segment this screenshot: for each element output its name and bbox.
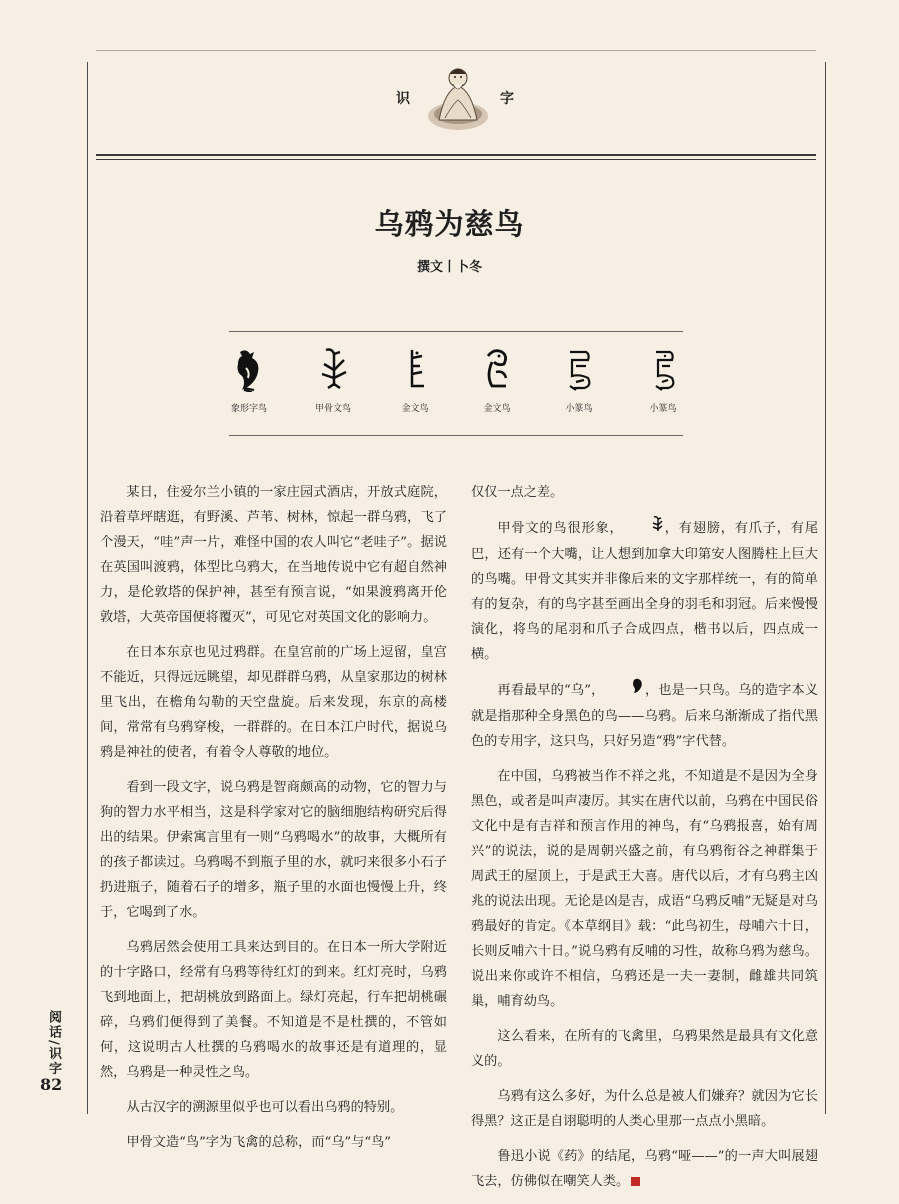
glyph-caption: 小篆鸟 xyxy=(565,404,593,414)
paragraph: 从古汉字的溯源里似乎也可以看出乌鸦的特别。 xyxy=(126,1100,404,1115)
glyph-caption: 甲骨文鸟 xyxy=(314,404,351,414)
paragraph: 甲骨文造“鸟”字为飞禽的总称，而“乌”与“鸟” xyxy=(126,1135,392,1150)
glyph-caption: 象形字鸟 xyxy=(230,404,267,414)
header-double-rule-top xyxy=(96,154,816,156)
glyph-band-bottom-rule xyxy=(229,435,683,436)
seal-bird-icon xyxy=(646,346,680,392)
paragraph: 乌鸦有这么多好，为什么总是被人们嫌弃？就因为它长得黑？这正是自诩聪明的人类心里那一点点小黑暗。 xyxy=(471,1089,818,1129)
glyph-oracle-bone-bird xyxy=(298,346,368,414)
paragraph-text: 甲骨文的鸟很形象， xyxy=(497,521,624,536)
paragraph: 在中国，乌鸦被当作不祥之兆，不知道是不是因为全身黑色，或者是叫声凄厉。其实在唐代以前，乌鸦在中国民俗文化中是有吉祥和预言作用的神鸟，有“乌鸦报喜，始有周兴”的说法，说的是周朝兴盛之前，有乌鸦衔谷之神群集于周武王的屋顶上，于是武王大喜。唐代以后，才有乌鸦主凶兆的说法出现。无论是凶是吉，成语“乌鸦反哺”无疑是对乌鸦最好的肯定。《本草纲目》载：“此鸟初生，母哺六十日，长则反哺六十日。”说乌鸦有反哺的习性，故称乌鸦为慈鸟。说出来你或许不相信，乌鸦还是一夫一妻制，雌雄共同筑巢，哺育幼鸟。 xyxy=(471,769,818,1009)
paragraph: 某日，住爱尔兰小镇的一家庄园式酒店，开放式庭院，沿着草坪瞎逛，有野溪、芦苇、树林，惊起一群乌鸦，飞了个漫天，“哇”声一片，难怪中国的农人叫它“老哇子”。据说在英国叫渡鸦，体型比乌鸦大，在当地传说中它有超自然神力，是伦敦塔的保护神，甚至有预言说，“如果渡鸦离开伦敦塔，大英帝国便将覆灭”，可见它对英国文化的影响力。 xyxy=(100,485,447,625)
article-byline: 撰文丨卜冬 xyxy=(416,260,482,275)
glyph-caption: 金文鸟 xyxy=(483,404,511,414)
end-mark-icon xyxy=(631,1177,640,1186)
glyph-caption: 小篆鸟 xyxy=(649,404,677,414)
header-left-char: 识 xyxy=(396,91,410,107)
paragraph xyxy=(471,515,818,667)
glyph-bronze-bird-b xyxy=(462,346,532,414)
glyph-pictograph-bird xyxy=(214,346,284,414)
paragraph xyxy=(471,677,818,754)
glyph-band-top-rule xyxy=(229,331,683,332)
header-double-rule-bottom xyxy=(96,159,816,160)
glyph-caption: 金文鸟 xyxy=(401,404,429,414)
paragraph: 这么看来，在所有的飞禽里，乌鸦果然是最具有文化意义的。 xyxy=(471,1029,818,1069)
oracle-bird-icon xyxy=(316,346,350,392)
paragraph: 在日本东京也见过鸦群。在皇宫前的广场上逗留，皇宫不能近，只得远远眺望，却见群群乌鸦，从皇家那边的树林里飞出，在檐角勾勒的天空盘旋。后来发现，东京的高楼间，常常有乌鸦穿梭，一群群的。在日本江户时代，据说乌鸦是神社的使者，有着令人尊敬的地位。 xyxy=(100,645,447,760)
left-column xyxy=(100,480,447,1165)
glyph-small-seal-bird-b xyxy=(628,346,698,414)
right-column xyxy=(471,480,818,1204)
paragraph: 乌鸦居然会使用工具来达到目的。在日本一所大学附近的十字路口，经常有乌鸦等待红灯的到来。红灯亮时，乌鸦飞到地面上，把胡桃放到路面上。绿灯亮起，行车把胡桃碾碎，乌鸦们便得到了美餐。不知道是不是杜撰的，不管如何，这说明古人杜撰的乌鸦喝水的故事还是有道理的，显然，乌鸦是一种灵性之鸟。 xyxy=(100,940,447,1080)
bird-pictograph-icon xyxy=(232,346,266,392)
paragraph-text: 鲁迅小说《药》的结尾，乌鸦“哑——”的一声大叫展翅飞去，仿佛似在嘲笑人类。 xyxy=(471,1149,818,1189)
crow-inline-icon xyxy=(604,677,644,704)
glyph-small-seal-bird-a xyxy=(544,346,614,414)
bronze-bird-icon xyxy=(398,346,432,392)
paragraph: 看到一段文字，说乌鸦是智商颇高的动物，它的智力与狗的智力水平相当，这是科学家对它的脑细胞结构研究后得出的结果。伊索寓言里有一则“乌鸦喝水”的故事，大概所有的孩子都读过。乌鸦喝不到瓶子里的水，就叼来很多小石子扔进瓶子，随着石子的增多，瓶子里的水面也慢慢上升，终于，它喝到了水。 xyxy=(100,780,447,920)
seal-bird-icon xyxy=(562,346,596,392)
section-label: 阅话/识字 xyxy=(46,1010,61,1077)
bronze-bird-icon xyxy=(480,346,514,392)
top-rule xyxy=(96,50,816,51)
glyph-bronze-bird-a xyxy=(380,346,450,414)
paragraph-text: ，有翅膀，有爪子，有尾巴，还有一个大嘴，让人想到加拿大印第安人图腾柱上巨大的鸟嘴。甲骨文其实并非像后来的文字那样统一，有的简单有的复杂，有的鸟字甚至画出全身的羽毛和羽冠。后来慢慢演化，将鸟的尾羽和爪子合成四点，楷书以后，四点成一横。 xyxy=(471,521,819,662)
paragraph-text: ，也是一只鸟。乌的造字本义就是指那种全身黑色的鸟——乌鸦。后来乌渐渐成了指代黑色的专用字，这只鸟，只好另造“鸦”字代替。 xyxy=(471,683,819,749)
paragraph-text: 再看最早的“乌”， xyxy=(497,683,605,698)
oracle-bird-inline-icon xyxy=(624,515,664,542)
header-right-char: 字 xyxy=(500,91,514,107)
paragraph-continuation: 仅仅一点之差。 xyxy=(471,485,564,500)
article-title: 乌鸦为慈鸟 xyxy=(374,207,525,241)
page-number: 82 xyxy=(40,1075,63,1094)
paragraph xyxy=(471,1144,818,1194)
sage-emblem-icon xyxy=(425,60,491,132)
